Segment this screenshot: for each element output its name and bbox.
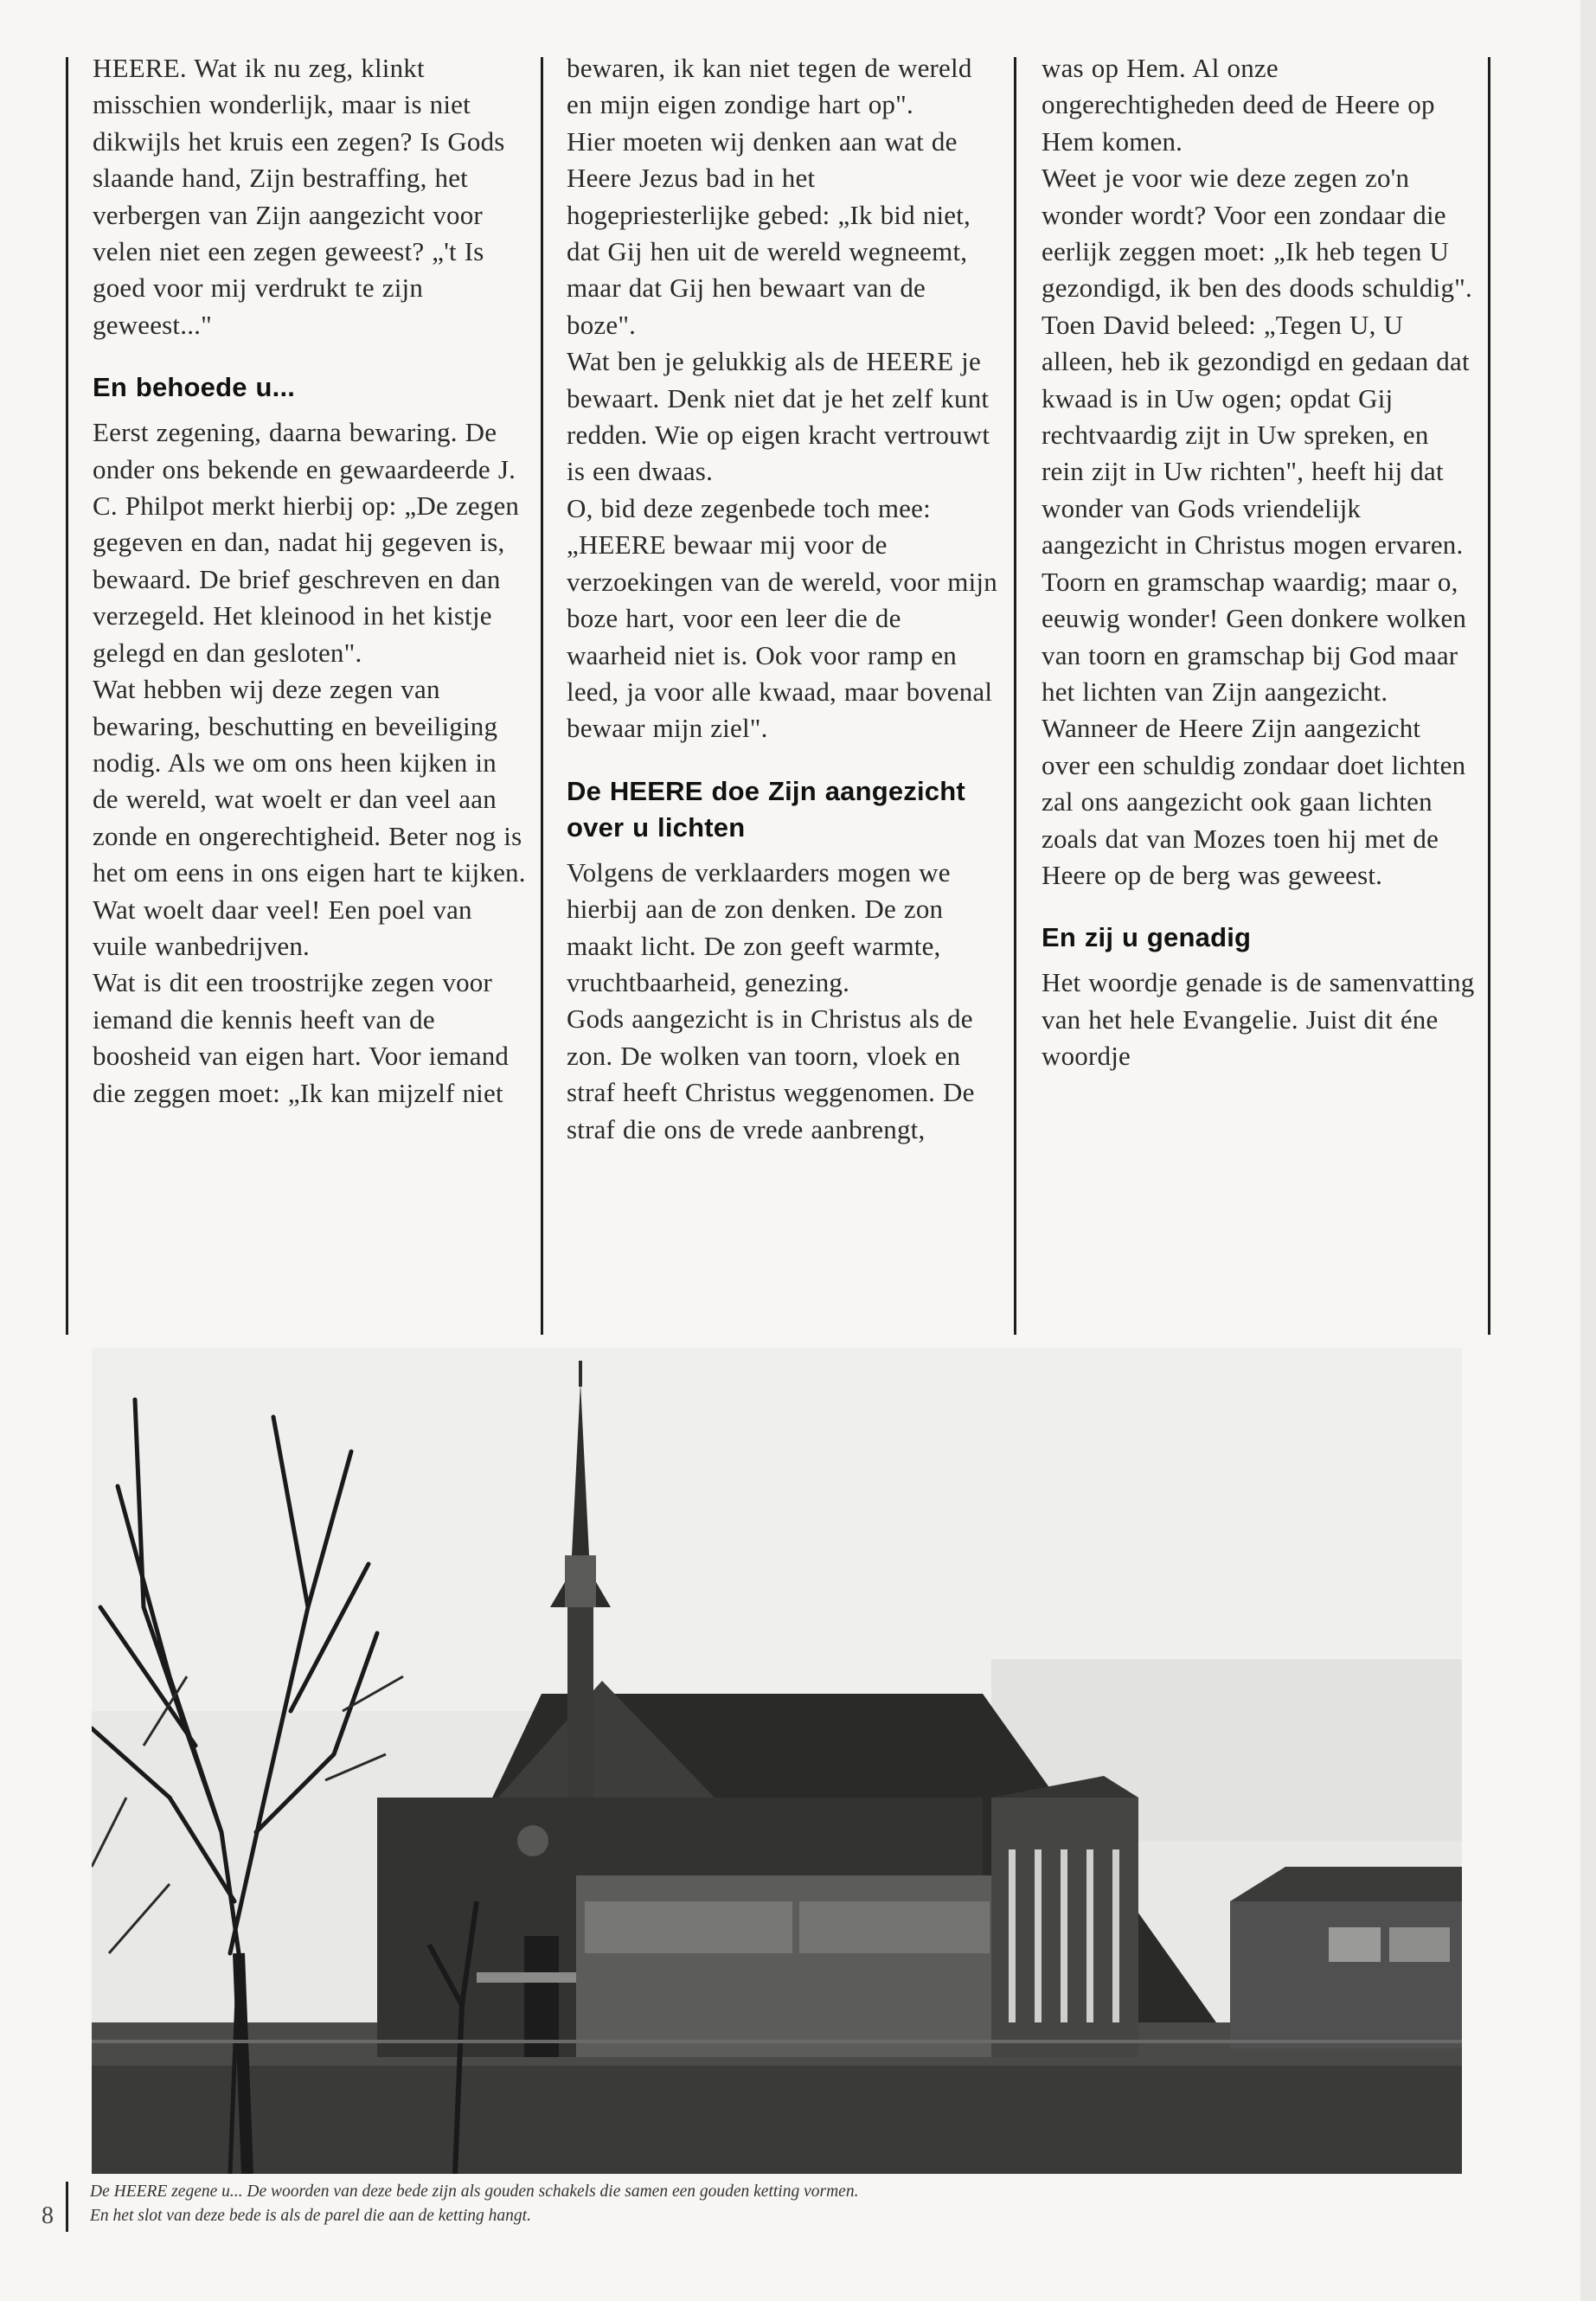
text-column-3 (1042, 50, 1477, 1075)
paragraph: Volgens de verklaarders mogen we hierbij aan de zon denken. De zon maakt licht. De zon geeft warmte, vruchtbaarheid, genezing. (567, 856, 951, 997)
caption-line-1: De HEERE zegene u... De woorden van deze bede zijn als gouden schakels die samen een gouden ketting vormen. (90, 2182, 859, 2201)
paragraph: Wat hebben wij deze zegen van bewaring, beschutting en beveiliging nodig. Als we om ons heen kijken in de wereld, wat woelt er dan veel aan zonde en ongerechtigheid. Beter nog is het om eens in ons eigen hart te kijken. Wat woelt daar veel! Een poel van vuile wanbedrijven. (93, 674, 526, 961)
paragraph: HEERE. Wat ik nu zeg, klinkt misschien wonderlijk, maar is niet dikwijls het kruis een zegen? Is Gods slaande hand, Zijn bestraffing, het verbergen van Zijn aangezicht voor velen niet een zegen geweest? „'t Is goed voor mij verdrukt te zijn geweest..." (93, 53, 505, 340)
paragraph: Het woordje genade is de samenvatting van het hele Evangelie. Juist dit éne woordje (1042, 967, 1475, 1072)
caption-line-2: En het slot van deze bede is als de parel die aan de ketting hangt. (90, 2207, 531, 2225)
paragraph: Wat ben je gelukkig als de HEERE je bewaart. Denk niet dat je het zelf kunt redden. Wie op eigen kracht vertrouwt is een dwaas. (567, 346, 990, 487)
paragraph: Gods aangezicht is in Christus als de zon. De wolken van toorn, vloek en straf heeft Christus weggenomen. De straf die ons de vrede aanbrengt, (567, 1003, 975, 1144)
column-rule-middle-left (541, 57, 543, 1335)
paragraph: Eerst zegening, daarna bewaring. De onder ons bekende en gewaardeerde J. C. Philpot merkt hierbij op: „De zegen gegeven en dan, nadat hij gegeven is, bewaard. De brief geschreven en dan verzegeld. Het kleinood in het kistje gelegd en dan gesloten". (93, 417, 520, 668)
paragraph: Hier moeten wij denken aan wat de Heere Jezus bad in het hogepriesterlijke gebed: „Ik bid niet, dat Gij hen uit de wereld wegneemt, maar dat Gij hen bewaart van de boze". (567, 125, 971, 340)
column-rule-right (1488, 57, 1490, 1335)
text-column-2 (567, 50, 1001, 1148)
paragraph: O, bid deze zegenbede toch mee: „HEERE bewaar mij voor de verzoekingen van de wereld, voor mijn boze hart, voor een leer die de waarheid niet is. Ook voor ramp en leed, ja voor alle kwaad, maar bovenal bewaar mijn ziel". (567, 492, 997, 744)
paragraph: Weet je voor wie deze zegen zo'n wonder wordt? Voor een zondaar die eerlijk zeggen moet: „Ik heb tegen U gezondigd, ik ben des doods schuldig". Toen David beleed: „Tegen U, U alleen, heb ik gezondigd en gedaan dat kwaad is in Uw ogen; opdat Gij rechtvaardig zijt in Uw spreken, en rein zijt in Uw richten", heeft hij dat wonder van Gods vriendelijk aangezicht in Christus mogen ervaren. (1042, 163, 1472, 561)
church-photo (92, 1348, 1462, 2174)
caption-rule (66, 2182, 68, 2232)
photo-caption (90, 2180, 1517, 2228)
section-heading: En behoede u... (93, 372, 296, 403)
section-heading: En zij u genadig (1042, 922, 1252, 953)
column-rule-left (66, 57, 68, 1335)
page-number: 8 (42, 2202, 54, 2229)
paragraph: was op Hem. Al onze ongerechtigheden deed de Heere op Hem komen. (1042, 53, 1435, 157)
paragraph: Toorn en gramschap waardig; maar o, eeuwig wonder! Geen donkere wolken van toorn en gramschap bij God maar het lichten van Zijn aangezicht. Wanneer de Heere Zijn aangezicht over een schuldig zondaar doet lichten zal ons aangezicht ook gaan lichten zoals dat van Mozes toen hij met de Heere op de berg was geweest. (1042, 566, 1467, 890)
text-column-1 (93, 50, 529, 1112)
column-rule-middle-right (1014, 57, 1016, 1335)
paragraph: Wat is dit een troostrijke zegen voor iemand die kennis heeft van de boosheid van eigen hart. Voor iemand die zeggen moet: „Ik kan mijzelf niet (93, 967, 510, 1108)
page-edge (1580, 0, 1596, 2301)
section-heading: De HEERE doe Zijn aangezicht over u lichten (567, 775, 965, 843)
paragraph: bewaren, ik kan niet tegen de wereld en mijn eigen zondige hart op". (567, 53, 972, 120)
